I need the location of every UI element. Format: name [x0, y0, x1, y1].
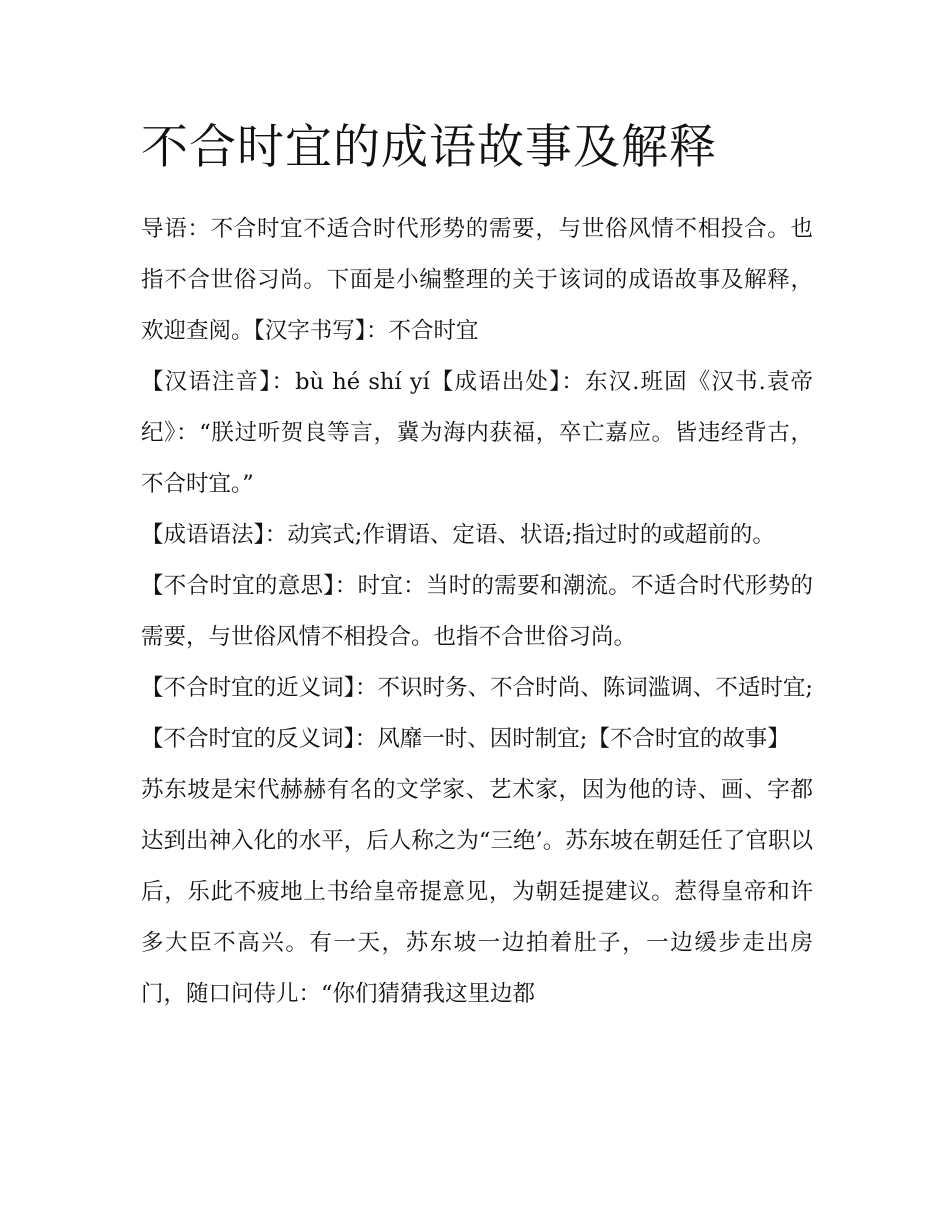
- paragraph-synonyms-antonyms: 【不合时宜的近义词】：不识时务、不合时尚、陈词滥调、不适时宜;【不合时宜的反义词】：风靡一时、因时制宜;【不合时宜的故事】: [141, 675, 813, 752]
- document-page: [141, 110, 813, 1020]
- paragraph-grammar: 【成语语法】：动宾式;作谓语、定语、状语;指过时的或超前的。: [141, 522, 775, 548]
- paragraph-intro: 导语：不合时宜不适合时代形势的需要，与世俗风情不相投合。也指不合世俗习尚。下面是小编整理的关于该词的成语故事及解释，欢迎查阅。【汉字书写】：不合时宜: [141, 216, 813, 344]
- paragraph-pronunciation-origin: 【汉语注音】：bù hé shí yí【成语出处】：东汉.班固《汉书.袁帝纪》：“朕过听贺良等言，冀为海内获福，卒亡嘉应。皆违经背古，不合时宜。”: [141, 369, 813, 497]
- paragraph-story: 苏东坡是宋代赫赫有名的文学家、艺术家，因为他的诗、画、字都达到出神入化的水平，后人称之为“三绝’。苏东坡在朝廷任了官职以后，乐此不疲地上书给皇帝提意见，为朝廷提建议。惹得皇帝和许多大臣不高兴。有一天，苏东坡一边拍着肚子，一边缓步走出房门，随口问侍儿：“你们猜猜我这里边都: [141, 777, 813, 1007]
- paragraph-meaning: 【不合时宜的意思】：时宜：当时的需要和潮流。不适合时代形势的需要，与世俗风情不相投合。也指不合世俗习尚。: [141, 573, 813, 650]
- document-title: 不合时宜的成语故事及解释: [141, 120, 717, 175]
